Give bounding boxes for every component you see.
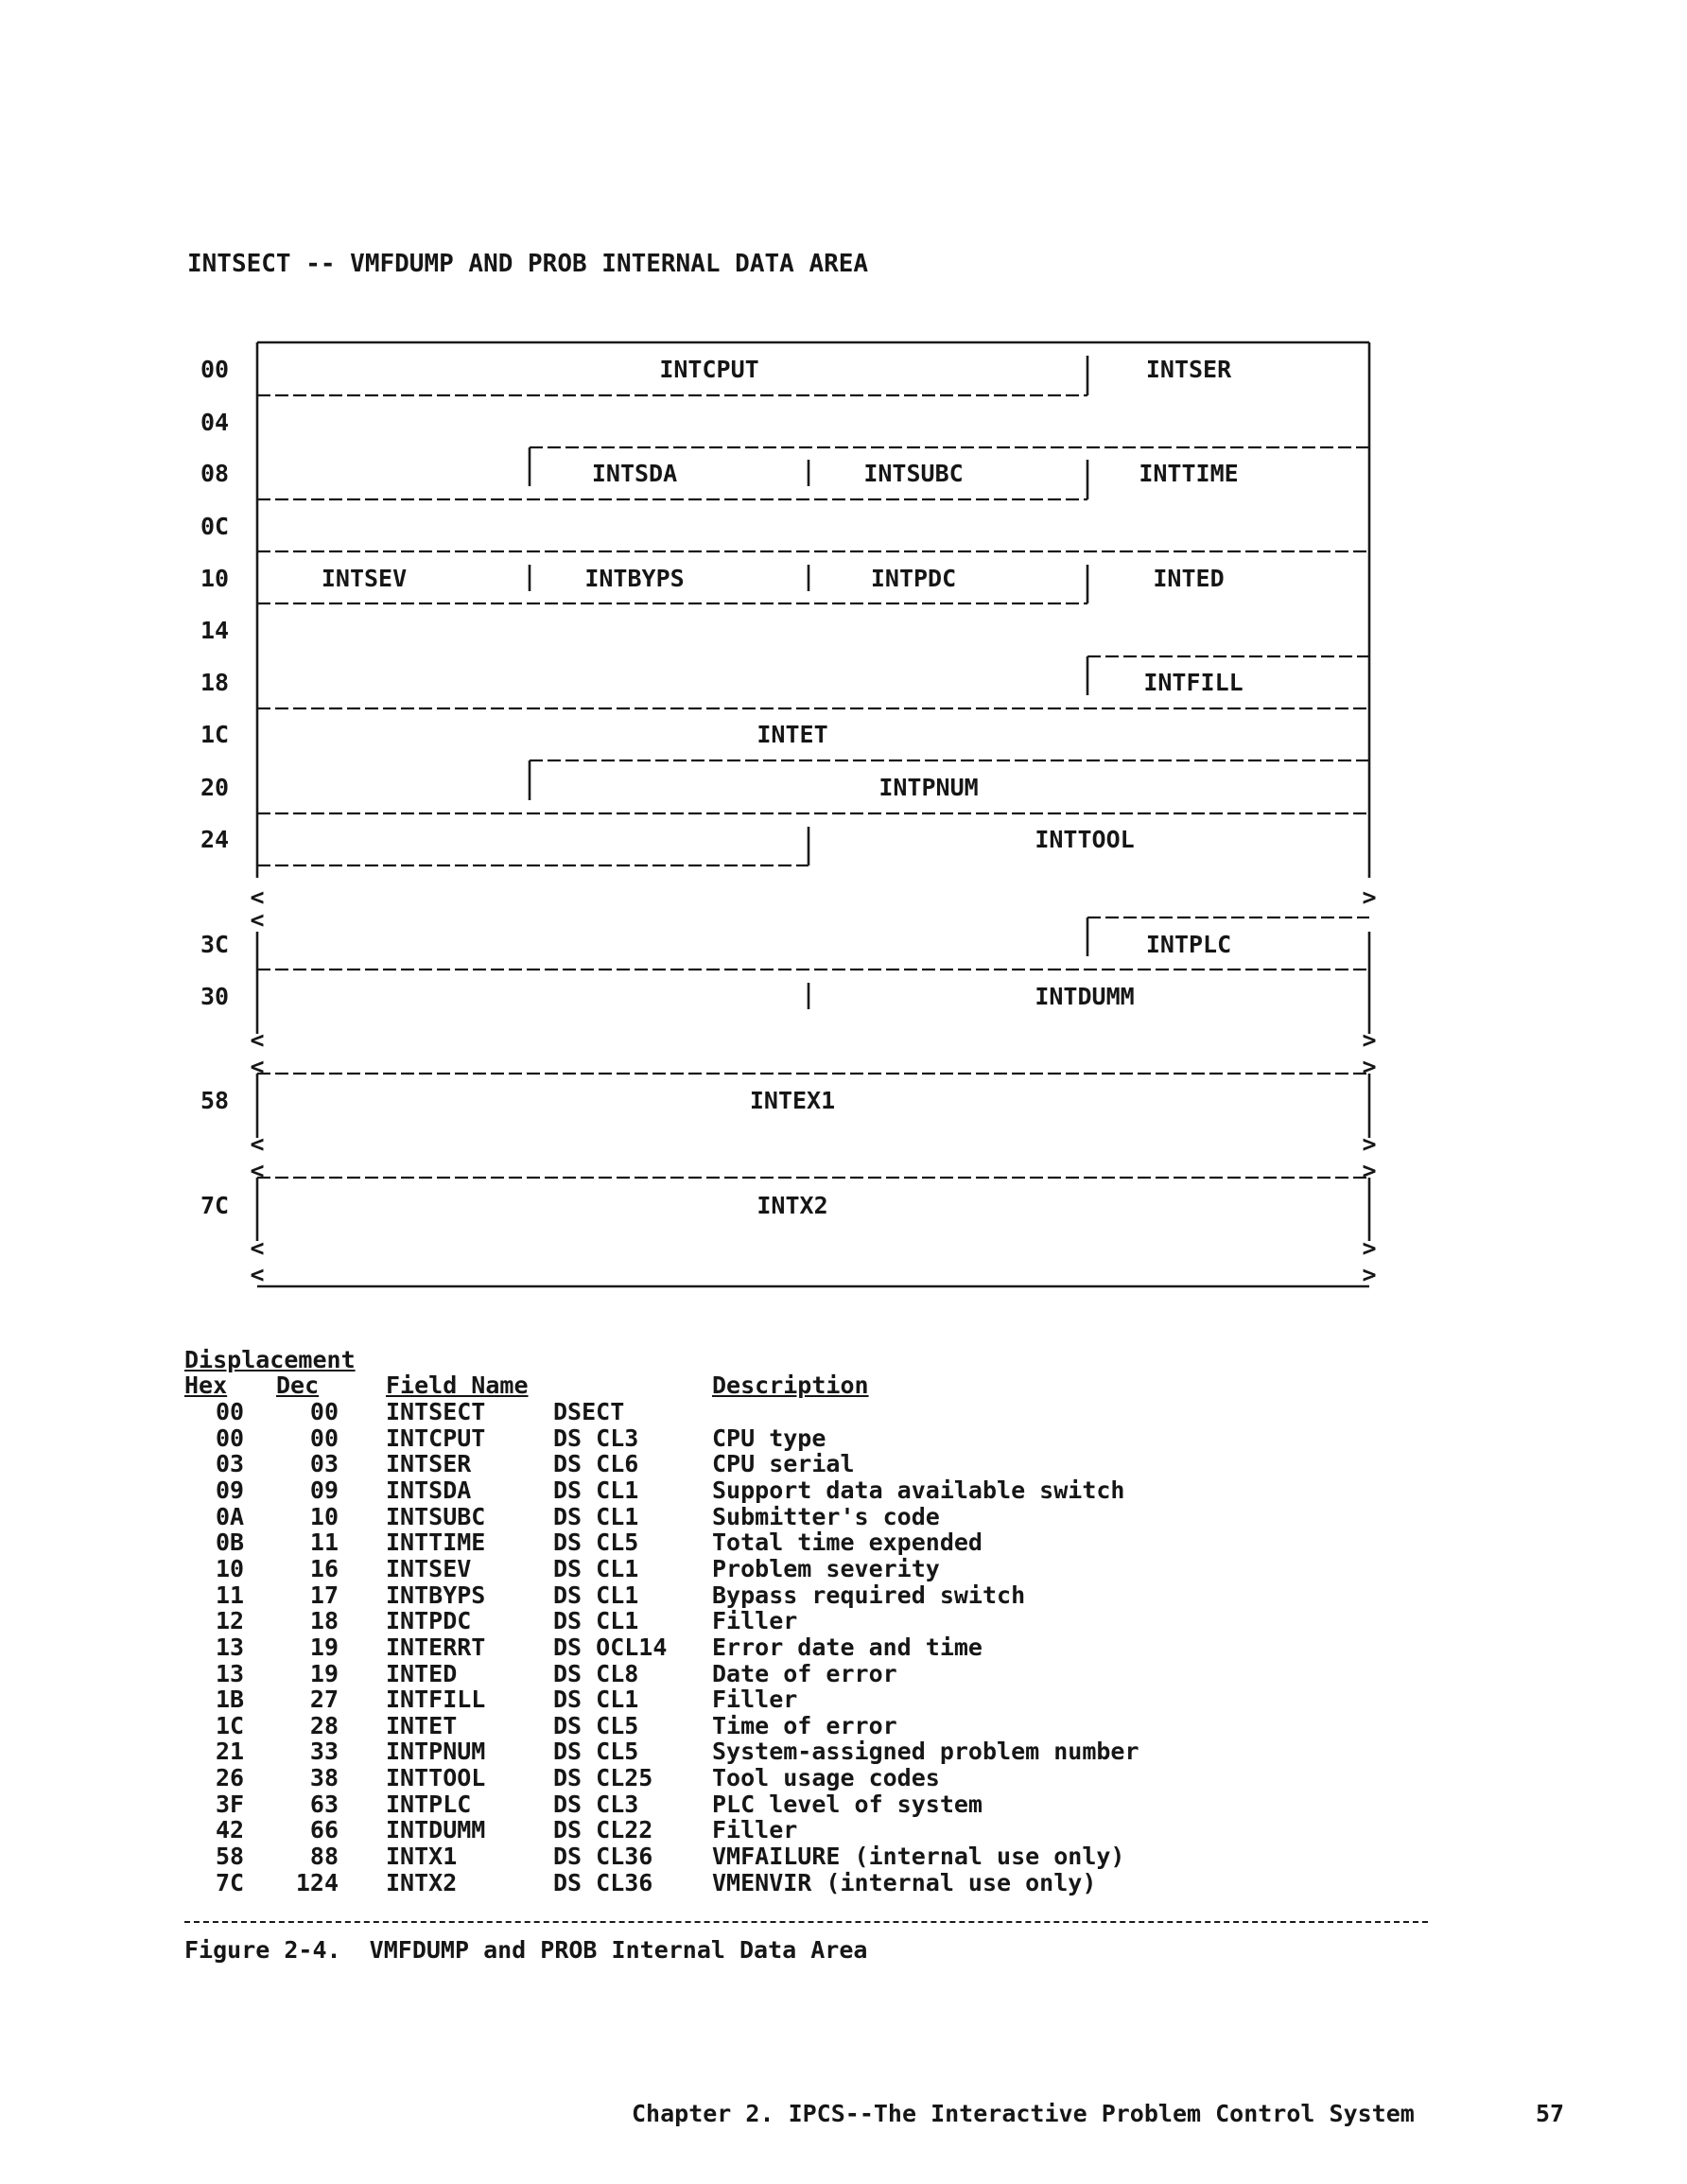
dec-cell: 00 bbox=[309, 1424, 339, 1452]
dec-cell: 63 bbox=[309, 1790, 339, 1818]
description-cell: Filler bbox=[712, 1686, 798, 1714]
field-name-cell: INTPLC bbox=[386, 1790, 472, 1818]
field-label: INTSDA bbox=[591, 460, 678, 487]
description-cell: Date of error bbox=[712, 1659, 897, 1687]
offset-label: 08 bbox=[200, 460, 230, 487]
field-name-cell: INTSUBC bbox=[386, 1502, 486, 1530]
field-name-cell: INTPNUM bbox=[386, 1738, 486, 1766]
offset-label: 7C bbox=[200, 1192, 230, 1219]
field-name-cell: INTED bbox=[386, 1659, 458, 1687]
page-title: INTSECT -- VMFDUMP AND PROB INTERNAL DATA AREA bbox=[187, 250, 869, 278]
field-name-cell: INTDUMM bbox=[386, 1816, 486, 1844]
offset-label: 14 bbox=[200, 617, 230, 644]
offset-label: 58 bbox=[200, 1087, 230, 1114]
dec-header: Dec bbox=[276, 1372, 320, 1399]
field-labels bbox=[322, 356, 1244, 1219]
type-cell: DS CL5 bbox=[553, 1711, 639, 1739]
description-cell: Error date and time bbox=[712, 1633, 983, 1661]
field-name-cell: INTERRT bbox=[386, 1633, 486, 1661]
table-row bbox=[0, 1608, 1687, 1634]
dec-cell: 10 bbox=[309, 1502, 339, 1530]
table-row bbox=[0, 1504, 1687, 1530]
hex-cell: 26 bbox=[215, 1764, 245, 1792]
description-cell: Tool usage codes bbox=[712, 1764, 940, 1792]
type-cell: DS CL1 bbox=[553, 1686, 639, 1714]
table-row bbox=[0, 1582, 1687, 1609]
field-name-cell: INTSEV bbox=[386, 1554, 472, 1582]
page-footer: Chapter 2. IPCS--The Interactive Problem Control System bbox=[632, 2100, 1415, 2127]
hex-cell: 03 bbox=[215, 1450, 245, 1478]
type-cell: DS CL3 bbox=[553, 1790, 639, 1818]
table-row bbox=[0, 1451, 1687, 1477]
field-label: INTPLC bbox=[1145, 931, 1232, 958]
dec-cell: 03 bbox=[309, 1450, 339, 1478]
description-cell: VMFAILURE (internal use only) bbox=[712, 1843, 1125, 1871]
hex-cell: 7C bbox=[215, 1868, 245, 1896]
type-cell: DS CL1 bbox=[553, 1581, 639, 1609]
description-cell: Submitter's code bbox=[712, 1502, 940, 1530]
dec-cell: 28 bbox=[309, 1711, 339, 1739]
offset-label: 30 bbox=[200, 983, 230, 1010]
continuation-chevron: < bbox=[250, 883, 265, 911]
field-name-cell: INTSDA bbox=[386, 1476, 472, 1504]
field-label: INTSUBC bbox=[863, 460, 964, 487]
hex-cell: 13 bbox=[215, 1633, 245, 1661]
continuation-chevron: < bbox=[250, 906, 265, 934]
field-label: INTX2 bbox=[757, 1192, 828, 1219]
dec-cell: 19 bbox=[309, 1659, 339, 1687]
offset-label: 0C bbox=[200, 513, 230, 540]
continuation-chevron: < bbox=[250, 1234, 265, 1262]
description-cell: Total time expended bbox=[712, 1529, 983, 1557]
continuation-chevron: > bbox=[1362, 1261, 1377, 1288]
continuation-chevron: > bbox=[1362, 883, 1377, 911]
hex-header: Hex bbox=[184, 1372, 228, 1399]
field-label: INTCPUT bbox=[659, 356, 759, 383]
description-cell: Filler bbox=[712, 1607, 798, 1635]
table-row bbox=[0, 1765, 1687, 1791]
table-row bbox=[0, 1713, 1687, 1739]
field-name-cell: INTBYPS bbox=[386, 1581, 486, 1609]
continuation-chevron: > bbox=[1362, 1130, 1377, 1158]
hex-cell: 1B bbox=[215, 1686, 245, 1714]
dec-cell: 66 bbox=[309, 1816, 339, 1844]
dec-cell: 38 bbox=[309, 1764, 339, 1792]
table-row bbox=[0, 1477, 1687, 1504]
hex-cell: 0A bbox=[215, 1502, 245, 1530]
hex-cell: 1C bbox=[215, 1711, 245, 1739]
hex-cell: 09 bbox=[215, 1476, 245, 1504]
type-cell: DS CL36 bbox=[553, 1868, 653, 1896]
type-cell: DS CL5 bbox=[553, 1738, 639, 1766]
hex-cell: 10 bbox=[215, 1554, 245, 1582]
type-cell: DS CL3 bbox=[553, 1424, 639, 1452]
type-cell: DS CL36 bbox=[553, 1843, 653, 1871]
field-label: INTSER bbox=[1145, 356, 1232, 383]
field-label: INTTIME bbox=[1139, 460, 1239, 487]
continuation-chevron: < bbox=[250, 1053, 265, 1080]
field-label: INTET bbox=[757, 721, 828, 748]
description-cell: VMENVIR (internal use only) bbox=[712, 1868, 1097, 1896]
field-name-cell: INTTOOL bbox=[386, 1764, 486, 1792]
dec-cell: 18 bbox=[309, 1607, 339, 1635]
table-row bbox=[0, 1634, 1687, 1661]
field-name-cell: INTX1 bbox=[386, 1843, 458, 1871]
hex-cell: 42 bbox=[215, 1816, 245, 1844]
table-divider bbox=[184, 1921, 1428, 1923]
dec-cell: 124 bbox=[295, 1868, 339, 1896]
dec-cell: 09 bbox=[309, 1476, 339, 1504]
offset-labels bbox=[200, 356, 229, 1219]
offset-label: 1C bbox=[200, 721, 230, 748]
displacement-header: Displacement bbox=[184, 1346, 356, 1373]
field-name-cell: INTX2 bbox=[386, 1868, 458, 1896]
type-cell: DS CL8 bbox=[553, 1659, 639, 1687]
offset-label: 04 bbox=[200, 409, 230, 436]
continuation-chevron: > bbox=[1362, 1234, 1377, 1262]
description-cell: Support data available switch bbox=[712, 1476, 1125, 1504]
field-label: INTTOOL bbox=[1035, 826, 1135, 853]
type-cell: DS CL1 bbox=[553, 1607, 639, 1635]
continuation-chevron: > bbox=[1362, 1026, 1377, 1054]
type-cell: DS CL1 bbox=[553, 1554, 639, 1582]
offset-label: 24 bbox=[200, 826, 230, 853]
continuation-chevron: < bbox=[250, 1157, 265, 1184]
field-name-cell: INTCPUT bbox=[386, 1424, 486, 1452]
table-row bbox=[0, 1399, 1687, 1425]
dec-cell: 11 bbox=[309, 1529, 339, 1557]
continuation-chevron: < bbox=[250, 1261, 265, 1288]
table-row bbox=[0, 1791, 1687, 1818]
offset-label: 3C bbox=[200, 931, 230, 958]
field-label: INTBYPS bbox=[584, 565, 685, 592]
hex-cell: 00 bbox=[215, 1398, 245, 1425]
description-header: Description bbox=[712, 1372, 869, 1399]
offset-label: 20 bbox=[200, 774, 230, 801]
description-cell: CPU type bbox=[712, 1424, 826, 1452]
hex-cell: 13 bbox=[215, 1659, 245, 1687]
description-cell: Filler bbox=[712, 1816, 798, 1844]
dec-cell: 17 bbox=[309, 1581, 339, 1609]
dec-cell: 00 bbox=[309, 1398, 339, 1425]
field-name-cell: INTET bbox=[386, 1711, 458, 1739]
type-cell: DS CL22 bbox=[553, 1816, 653, 1844]
type-cell: DS CL1 bbox=[553, 1476, 639, 1504]
field-name-cell: INTFILL bbox=[386, 1686, 486, 1714]
table-row bbox=[0, 1738, 1687, 1765]
hex-cell: 00 bbox=[215, 1424, 245, 1452]
field-name-cell: INTSECT bbox=[386, 1398, 486, 1425]
description-cell: System-assigned problem number bbox=[712, 1738, 1139, 1766]
page-number: 57 bbox=[1536, 2100, 1565, 2127]
continuation-chevron: > bbox=[1362, 1157, 1377, 1184]
description-cell: Problem severity bbox=[712, 1554, 940, 1582]
hex-cell: 58 bbox=[215, 1843, 245, 1871]
description-cell: Bypass required switch bbox=[712, 1581, 1026, 1609]
description-cell: CPU serial bbox=[712, 1450, 855, 1478]
table-row bbox=[0, 1556, 1687, 1582]
type-cell: DS CL6 bbox=[553, 1450, 639, 1478]
dec-cell: 27 bbox=[309, 1686, 339, 1714]
field-name-header: Field Name bbox=[386, 1372, 529, 1399]
hex-cell: 0B bbox=[215, 1529, 245, 1557]
field-name-cell: INTPDC bbox=[386, 1607, 472, 1635]
dec-cell: 33 bbox=[309, 1738, 339, 1766]
type-cell: DS CL25 bbox=[553, 1764, 653, 1792]
field-label: INTDUMM bbox=[1035, 983, 1135, 1010]
field-label: INTED bbox=[1153, 565, 1225, 592]
field-label: INTEX1 bbox=[749, 1087, 836, 1114]
table-row bbox=[0, 1425, 1687, 1452]
type-cell: DS CL1 bbox=[553, 1502, 639, 1530]
description-cell: PLC level of system bbox=[712, 1790, 983, 1818]
table-row bbox=[0, 1843, 1687, 1870]
hex-cell: 11 bbox=[215, 1581, 245, 1609]
continuation-chevron: > bbox=[1362, 1053, 1377, 1080]
field-name-cell: INTTIME bbox=[386, 1529, 486, 1557]
offset-label: 18 bbox=[200, 669, 230, 696]
field-label: INTFILL bbox=[1143, 669, 1244, 696]
field-label: INTPDC bbox=[870, 565, 957, 592]
continuation-chevron: < bbox=[250, 1026, 265, 1054]
offset-label: 10 bbox=[200, 565, 230, 592]
table-row bbox=[0, 1686, 1687, 1713]
description-cell: Time of error bbox=[712, 1711, 897, 1739]
figure-caption: Figure 2-4. VMFDUMP and PROB Internal Data Area bbox=[184, 1936, 868, 1964]
table-row bbox=[0, 1661, 1687, 1687]
table-row bbox=[0, 1817, 1687, 1843]
hex-cell: 21 bbox=[215, 1738, 245, 1766]
hex-cell: 12 bbox=[215, 1607, 245, 1635]
dec-cell: 16 bbox=[309, 1554, 339, 1582]
table-row bbox=[0, 1870, 1687, 1896]
offset-label: 00 bbox=[200, 356, 230, 383]
hex-cell: 3F bbox=[215, 1790, 245, 1818]
field-label: INTPNUM bbox=[878, 774, 979, 801]
table-row bbox=[0, 1529, 1687, 1556]
dec-cell: 88 bbox=[309, 1843, 339, 1871]
continuation-chevron: < bbox=[250, 1130, 265, 1158]
field-label: INTSEV bbox=[321, 565, 408, 592]
field-name-cell: INTSER bbox=[386, 1450, 472, 1478]
type-cell: DSECT bbox=[553, 1398, 625, 1425]
type-cell: DS OCL14 bbox=[553, 1633, 668, 1661]
type-cell: DS CL5 bbox=[553, 1529, 639, 1557]
dec-cell: 19 bbox=[309, 1633, 339, 1661]
